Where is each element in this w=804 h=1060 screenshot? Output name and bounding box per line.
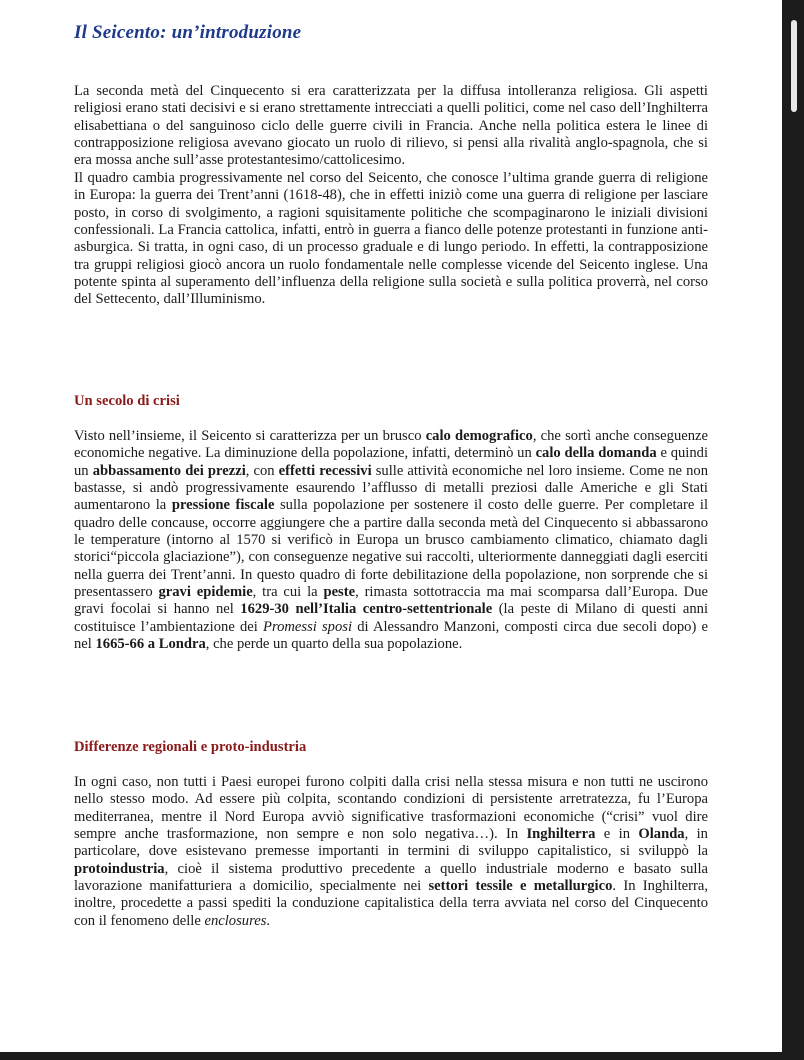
text-run: e in (595, 826, 639, 843)
bold-term: calo della domanda (535, 445, 657, 462)
text-run: La seconda metà del Cinquecento si era caratterizzata per la diffusa intolleranza religiosa. Gli aspetti religiosi erano stati decisivi e si erano strettamente intrecciati a quelli politici, come nel caso dell’Inghilterra elisabettiana o del sanguinoso ciclo delle guerre civili in Francia. Anche nella politica estera le linee di contrapposizione religiosa avevano giocato un ruolo di rilievo, si pensi alla rivalità anglo-spagnola, che si era mossa anche sull’asse protestantesimo/cattolicesimo. (74, 83, 708, 169)
italic-term: enclosures (204, 912, 267, 929)
paragraph (74, 83, 708, 170)
text-run: e quindi un (74, 445, 708, 479)
section-heading: Differenze regionali e proto-industria (74, 739, 307, 755)
bottom-edge-bar (0, 1052, 804, 1060)
bold-term: gravi epidemie (158, 584, 253, 601)
text-run: . In Inghilterra, inoltre, procedette a passi spediti la conduzione capitalistica della terra avviata nel corso del Cinquecento con il fenomeno delle (74, 878, 709, 929)
bold-term: Olanda (638, 826, 685, 843)
bold-term: abbassamento dei prezzi (92, 462, 246, 479)
bold-term: protoindustria (74, 860, 165, 877)
text-run: di Alessandro Manzoni, composti circa due secoli dopo) e nel (74, 618, 708, 653)
text-run: Visto nell’insieme, il Seicento si caratterizza per un brusco (74, 428, 426, 444)
text-run: , rimasta sottotraccia ma mai scomparsa dall’Europa. Due gravi focolai si hanno nel (74, 584, 708, 618)
paragraph (74, 774, 708, 930)
text-run: , che perde un quarto della sua popolazione. (205, 636, 463, 653)
section-heading: Un secolo di crisi (74, 393, 180, 409)
bold-term: 1629-30 nell’Italia centro-settentrionale (240, 601, 493, 618)
bold-term: calo demografico (425, 428, 533, 444)
text-run: Il quadro cambia progressivamente nel corso del Seicento, che conosce l’ultima grande guerra di religione in Europa: la guerra dei Trent’anni (1618-48), che in effetti iniziò come una guerra di religione per lasciare posto, in corso di svolgimento, a ragioni squisitamente politiche che scompaginarono le iniziali divisioni confessionali. La Francia cattolica, infatti, entrò in guerra a fianco delle potenze protestanti in funzione anti-asburgica. Si tratta, in ogni caso, di un processo graduale e di lungo periodo. In effetti, la contrapposizione tra gruppi religiosi giocò ancora un ruolo fondamentale nelle complesse vicende del Seicento inglese. Una potente spinta al superamento dell’influenza della religione sulla società e sulla politica proverrà, nel corso del Settecento, dall’Illuminismo. (74, 170, 708, 308)
paragraph (74, 428, 708, 653)
text-run: . (266, 912, 271, 929)
bold-term: 1665-66 a Londra (95, 636, 206, 653)
bold-term: settori tessile e metallurgico (428, 878, 613, 895)
bold-term: Inghilterra (526, 826, 596, 843)
text-run: In ogni caso, non tutti i Paesi europei furono colpiti dalla crisi nella stessa misura e non tutti ne uscirono nello stesso modo. Ad essere più colpita, scontando condizioni di persistente arretratezza, fu l’Europa mediterranea, mentre il Nord Europa avviò significative trasformazioni economiche (“crisi” vuol dire sempre anche trasformazione, non sempre e non solo negativa…). In (74, 774, 708, 843)
text-run: sulle attività economiche nel loro insieme. Come ne non bastasse, si andò progressivamente esaurendo l’afflusso di metalli preziosi dalle Americhe e gli Stati aumentarono la (74, 462, 708, 514)
page-title: Il Seicento: un’introduzione (74, 22, 302, 43)
text-run: , cioè il sistema produttivo precedente a quello industriale moderno e basato sulla lavorazione manifatturiera a domicilio, specialmente nei (74, 860, 708, 895)
vertical-scrollbar[interactable] (782, 0, 804, 1060)
bold-term: peste (323, 584, 356, 601)
scrollbar-thumb[interactable] (791, 20, 797, 112)
text-run: sulla popolazione per sostenere il costo delle guerre. Per completare il quadro delle concause, occorre aggiungere che a partire dalla seconda metà del Cinquecento si abbassarono le temperature (intorno al 1570 si verificò in Europa un brusco cambiamento climatico, chiamato dagli storici“piccola glaciazione”), con conseguenze negative sui raccolti, ulteriormente danneggiati dagli eserciti nella guerra dei Trent’anni. In questo quadro di forte debilitazione della popolazione, non sorprende che si presentassero (74, 497, 708, 601)
text-run: (la peste di Milano di questi anni costituisce l’ambientazione dei (74, 601, 708, 635)
bold-term: effetti recessivi (278, 462, 372, 479)
italic-term: Promessi sposi (263, 618, 353, 635)
text-run: , tra cui la (252, 584, 324, 601)
text-run: , in particolare, dove esistevano premesse importanti in termini di sviluppo capitalistico, si sviluppò la (74, 826, 708, 860)
paragraph (74, 170, 708, 309)
text-run: , che sortì anche conseguenze economiche negative. La diminuzione della popolazione, infatti, determinò un (74, 428, 708, 462)
text-run: , con (245, 462, 279, 479)
bold-term: pressione fiscale (171, 497, 275, 514)
